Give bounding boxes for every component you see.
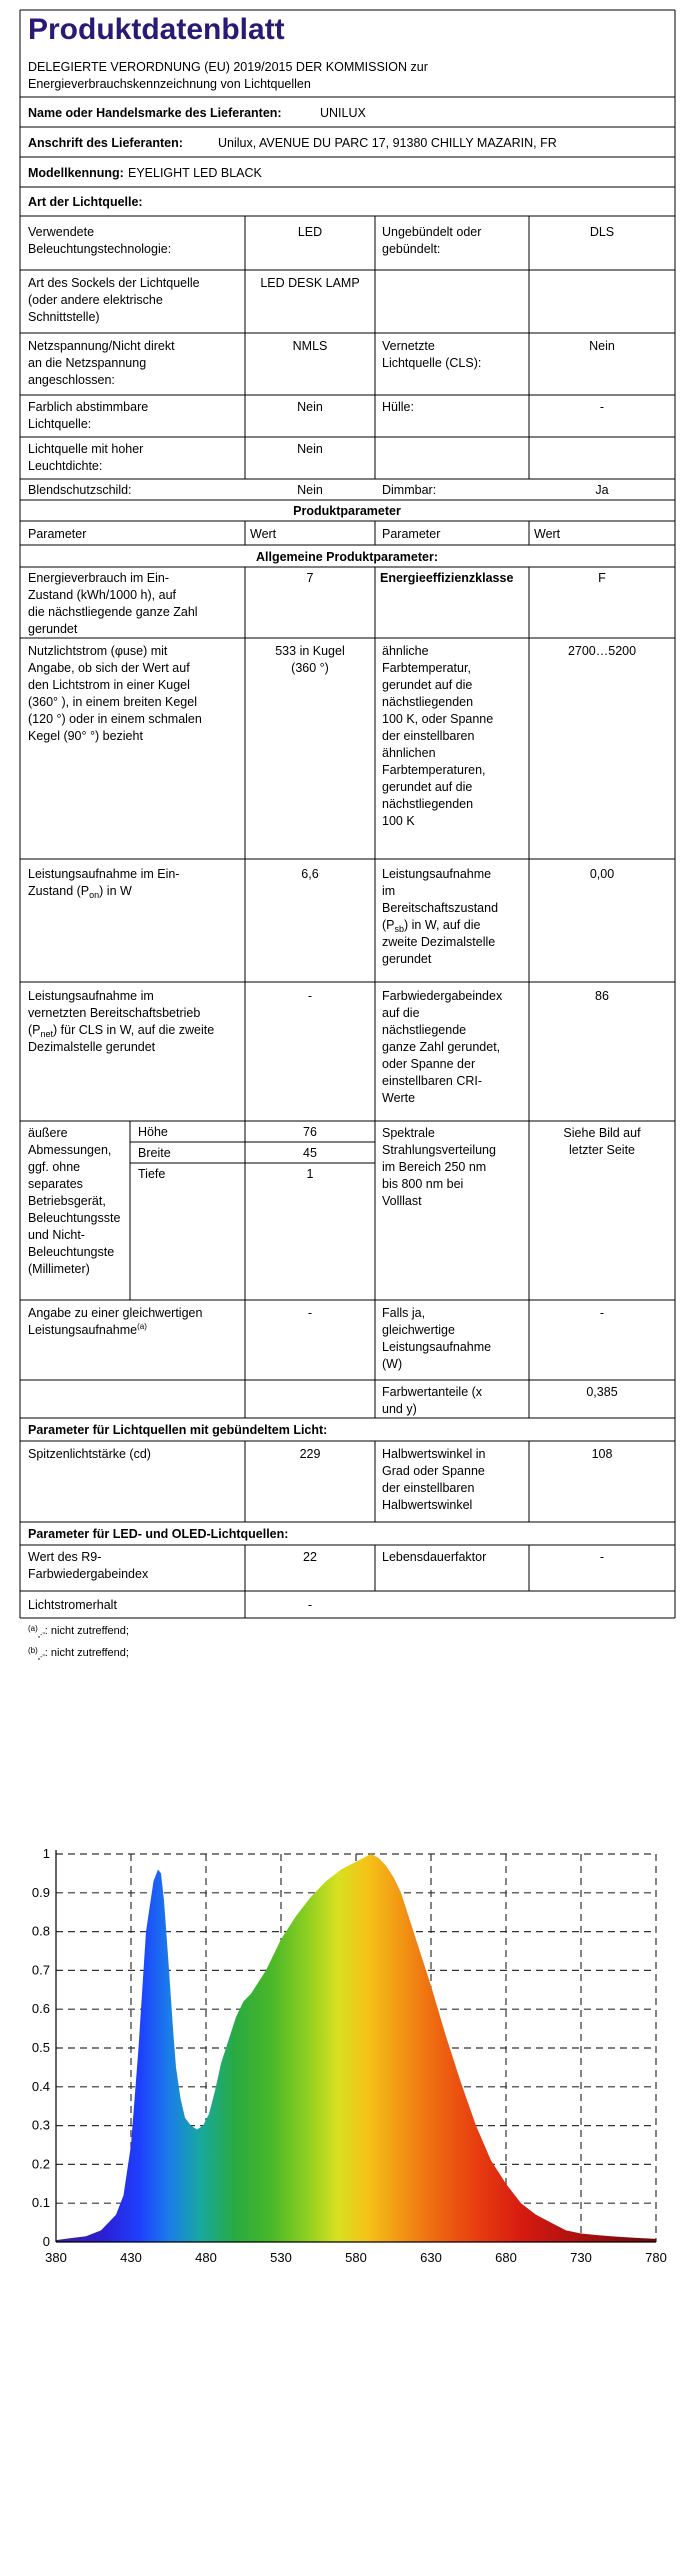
cls-label-line2: Lichtquelle (CLS): <box>382 356 482 370</box>
cct-value: 2700…5200 <box>567 644 637 658</box>
dimensions-label-line5: Betriebsgerät, <box>28 1194 106 1208</box>
mains-value: NMLS <box>292 339 328 353</box>
dimensions-label-line3: ggf. ohne <box>28 1160 81 1174</box>
dimmable-value: Ja <box>595 483 609 497</box>
technology-value: LED <box>297 225 323 239</box>
glare-shield-label: Blendschutzschild: <box>28 483 132 497</box>
x-tick-label: 480 <box>195 2250 217 2265</box>
dimensions-label-line8: Beleuchtungste <box>28 1245 115 1259</box>
y-tick-label: 0.6 <box>31 2001 50 2017</box>
high-luminance-label-line2: Leuchtdichte: <box>28 459 103 473</box>
energy-label-line1: Energieverbrauch im Ein- <box>28 571 170 585</box>
psb-label-line4: $(P_{sb})$ in W, auf die <box>382 918 481 934</box>
pnet-label-line2: vernetzten Bereitschaftsbetrieb <box>28 1006 201 1020</box>
equivalent-power-label-line2: Leistungsaufnahme$^{(a)}$ <box>28 1322 147 1337</box>
socket-label-line1: Art des Sockels der Lichtquelle <box>28 276 200 290</box>
r9-value: 22 <box>303 1550 317 1564</box>
y-tick-label: 0 <box>42 2234 50 2249</box>
spectral-label-line4: bis 800 nm bei <box>382 1177 464 1191</box>
pon-value: 6,6 <box>301 867 319 881</box>
cct-label-line3: gerundet auf die <box>382 678 473 692</box>
psb-label-line3: Bereitschaftszustand <box>382 901 499 915</box>
lumen-maintenance-value: - <box>307 1598 313 1612</box>
cri-label-line2: auf die <box>382 1006 420 1020</box>
cri-label-line6: einstellbaren CRI- <box>382 1074 483 1088</box>
if-yes-label-line2: gleichwertige <box>382 1323 455 1337</box>
energy-value: 7 <box>306 571 314 585</box>
light-source-type-heading: Art der Lichtquelle: <box>28 195 143 209</box>
led-heading: Parameter für LED- und OLED-Lichtquellen: <box>28 1527 289 1541</box>
spectral-label-line2: Strahlungsverteilung <box>382 1143 496 1157</box>
psb-label-line6: gerundet <box>382 952 432 966</box>
cct-label-line1: ähnliche <box>382 644 429 658</box>
x-tick-label: 730 <box>570 2250 592 2265</box>
equivalent-power-label-line1: Angabe zu einer gleichwertigen <box>28 1306 203 1320</box>
column-header-parameter: Parameter <box>28 527 87 541</box>
peak-intensity-label: Spitzenlichtstärke (cd) <box>28 1447 151 1461</box>
cct-label-line7: ähnlichen <box>382 746 436 760</box>
width-label: Breite <box>138 1146 171 1160</box>
depth-label: Tiefe <box>138 1167 166 1181</box>
chromaticity-value: 0,385 <box>586 1385 618 1399</box>
type-section <box>28 225 615 497</box>
x-tick-label: 780 <box>645 2250 667 2265</box>
socket-label-line3: Schnittstelle) <box>28 310 100 324</box>
psb-value: 0,00 <box>589 867 615 881</box>
cri-label-line5: oder Spanne der <box>382 1057 476 1071</box>
cri-label-line4: ganze Zahl gerundet, <box>382 1040 501 1054</box>
psb-label-line2: im <box>382 884 396 898</box>
x-tick-label: 680 <box>495 2250 517 2265</box>
tunable-label-line1: Farblich abstimmbare <box>28 400 149 414</box>
spectral-label-line5: Volllast <box>382 1194 422 1208</box>
flux-value-line2: (360 °) <box>291 661 329 675</box>
supplier-address-value: Unilux, AVENUE DU PARC 17, 91380 CHILLY MAZARIN, FR <box>218 136 557 150</box>
cct-label-line11: 100 K <box>382 814 415 828</box>
y-tick-label: 0.3 <box>31 2117 50 2133</box>
beam-angle-label-line1: Halbwertswinkel in <box>382 1447 486 1461</box>
cls-label-line1: Vernetzte <box>382 339 435 353</box>
cct-label-line10: nächstliegenden <box>382 797 474 811</box>
energy-label-line3: die nächstliegende ganze Zahl <box>28 605 198 619</box>
height-label: Höhe <box>138 1125 168 1139</box>
dimensions-label-line4: separates <box>28 1177 83 1191</box>
spectral-label-line1: Spektrale <box>382 1126 435 1140</box>
dimmable-label: Dimmbar: <box>382 483 437 497</box>
spectral-value-line1: Siehe Bild auf <box>563 1126 641 1140</box>
product-parameters-heading: Produktparameter <box>293 504 401 518</box>
model-label: Modellkennung: <box>28 166 124 180</box>
psb-label-line1: Leistungsaufnahme <box>382 867 492 881</box>
envelope-label: Hülle: <box>382 400 414 414</box>
directional-section <box>28 1423 612 1512</box>
x-tick-label: 530 <box>270 2250 292 2265</box>
pon-label-line2: Zustand $(P_{on})$ in W <box>28 884 132 900</box>
cct-label-line9: gerundet auf die <box>382 780 473 794</box>
beam-angle-label-line3: der einstellbaren <box>382 1481 475 1495</box>
supplier-address-label: Anschrift des Lieferanten: <box>28 136 183 150</box>
pnet-label-line3: $(P_{net})$ für CLS in W, auf die zweite <box>28 1023 215 1039</box>
x-tick-label: 380 <box>45 2250 67 2265</box>
energy-label-line2: Zustand (kWh/1000 h), auf <box>28 588 176 602</box>
r9-label-line1: Wert des R9- <box>28 1550 102 1564</box>
footnote-b: $^{(b)}_{„-“}$: nicht zutreffend; <box>28 1646 129 1661</box>
peak-intensity-value: 229 <box>299 1447 321 1461</box>
directional-heading: Parameter für Lichtquellen mit gebündeltem Licht: <box>28 1423 328 1437</box>
tunable-label-line2: Lichtquelle: <box>28 417 92 431</box>
y-tick-label: 0.1 <box>31 2195 50 2211</box>
spectral-label-line3: im Bereich 250 nm <box>382 1160 487 1174</box>
psb-label-line5: zweite Dezimalstelle <box>382 935 496 949</box>
envelope-value: - <box>599 400 605 414</box>
socket-value: LED DESK LAMP <box>260 276 360 290</box>
y-tick-label: 0.5 <box>31 2040 50 2055</box>
energy-class-value: F <box>598 571 606 585</box>
cri-value: 86 <box>595 989 609 1003</box>
regulation-line-2: Energieverbrauchskennzeichnung von Lichtquellen <box>28 77 311 91</box>
x-tick-labels <box>45 2250 667 2265</box>
x-tick-label: 430 <box>120 2250 142 2265</box>
y-tick-label: 0.9 <box>31 1884 50 1900</box>
product-parameters <box>28 504 641 1416</box>
flux-label-line4: (360° ), in einem breiten Kegel <box>28 695 197 709</box>
if-yes-label-line3: Leistungsaufnahme <box>382 1340 492 1354</box>
flux-value-line1: 533 in Kugel <box>275 644 345 658</box>
y-tick-label: 0.7 <box>31 1962 50 1978</box>
high-luminance-value: Nein <box>297 442 323 456</box>
cct-label-line8: Farbtemperaturen, <box>382 763 486 777</box>
general-parameters-heading: Allgemeine Produktparameter: <box>256 550 438 564</box>
dimensions-label-line2: Abmessungen, <box>28 1143 112 1157</box>
spectrum-chart <box>32 1846 667 2265</box>
socket-label-line2: (oder andere elektrische <box>28 293 163 307</box>
y-tick-label: 0.2 <box>31 2156 50 2172</box>
beam-angle-label-line2: Grad oder Spanne <box>382 1464 485 1478</box>
cct-label-line4: nächstliegenden <box>382 695 474 709</box>
depth-value: 1 <box>306 1167 314 1181</box>
beam-angle-value: 108 <box>591 1447 613 1461</box>
chromaticity-label-line2: und y) <box>382 1402 417 1416</box>
dimensions-label-line6: Beleuchtungsste <box>28 1211 121 1225</box>
mains-label-line1: Netzspannung/Nicht direkt <box>28 339 175 353</box>
column-header-parameter-2: Parameter <box>382 527 441 541</box>
spectral-value-line2: letzter Seite <box>568 1143 636 1157</box>
tunable-value: Nein <box>297 400 323 414</box>
height-value: 76 <box>303 1125 317 1139</box>
x-tick-label: 580 <box>345 2250 367 2265</box>
survival-factor-label: Lebensdauerfaktor <box>382 1550 487 1564</box>
beam-angle-label-line4: Halbwertswinkel <box>382 1498 473 1512</box>
glare-shield-value: Nein <box>297 483 323 497</box>
y-tick-label: 0.8 <box>31 1923 50 1939</box>
bundled-label-line1: Ungebündelt oder <box>382 225 482 239</box>
pon-label-line1: Leistungsaufnahme im Ein- <box>28 867 180 881</box>
energy-class-label: Energieeffizienzklasse <box>380 571 514 585</box>
y-tick-label: 0.4 <box>31 2078 50 2094</box>
technology-label-line1: Verwendete <box>28 225 95 239</box>
dimensions-label-line9: (Millimeter) <box>28 1262 90 1276</box>
equivalent-power-value: - <box>307 1306 313 1320</box>
dimensions-label-line7: und Nicht- <box>28 1228 85 1242</box>
cri-label-line3: nächstliegende <box>382 1023 467 1037</box>
flux-label-line1: Nutzlichtstrom (φuse) mit <box>28 644 168 658</box>
cri-label-line1: Farbwiedergabeindex <box>382 989 503 1003</box>
cct-label-line6: der einstellbaren <box>382 729 475 743</box>
flux-label-line6: Kegel (90° °) bezieht <box>28 729 143 743</box>
cct-label-line2: Farbtemperatur, <box>382 661 471 675</box>
cls-value: Nein <box>589 339 615 353</box>
column-header-value-2: Wert <box>534 527 561 541</box>
pnet-value: - <box>307 989 313 1003</box>
led-section <box>28 1527 604 1612</box>
if-yes-value: - <box>599 1306 605 1320</box>
bundled-value: DLS <box>589 225 615 239</box>
supplier-name-value: UNILUX <box>320 106 366 120</box>
bundled-label-line2: gebündelt: <box>382 242 441 256</box>
page-title: Produktdatenblatt <box>28 13 285 46</box>
if-yes-label-line1: Falls ja, <box>382 1306 426 1320</box>
width-value: 45 <box>303 1146 317 1160</box>
y-tick-label: 1 <box>42 1846 50 1861</box>
dimensions-label-line1: äußere <box>28 1126 68 1140</box>
pnet-label-line4: Dezimalstelle gerundet <box>28 1040 156 1054</box>
model-value: EYELIGHT LED BLACK <box>128 166 262 180</box>
footnote-a: $^{(a)}_{„-“}$: nicht zutreffend; <box>28 1624 129 1639</box>
r9-label-line2: Farbwiedergabeindex <box>28 1567 149 1581</box>
pnet-label-line1: Leistungsaufnahme im <box>28 989 154 1003</box>
mains-label-line3: angeschlossen: <box>28 373 115 387</box>
column-header-value: Wert <box>250 527 277 541</box>
cct-label-line5: 100 K, oder Spanne <box>382 712 494 726</box>
x-tick-label: 630 <box>420 2250 442 2265</box>
y-tick-labels <box>32 1846 50 2249</box>
high-luminance-label-line1: Lichtquelle mit hoher <box>28 442 144 456</box>
chromaticity-label-line1: Farbwertanteile (x <box>382 1385 483 1399</box>
flux-label-line2: Angabe, ob sich der Wert auf <box>28 661 190 675</box>
technology-label-line2: Beleuchtungstechnologie: <box>28 242 172 256</box>
energy-label-line4: gerundet <box>28 622 78 636</box>
flux-label-line3: den Lichtstrom in einer Kugel <box>28 678 190 692</box>
lumen-maintenance-label: Lichtstromerhalt <box>28 1598 117 1612</box>
supplier-name-label: Name oder Handelsmarke des Lieferanten: <box>28 106 282 120</box>
cri-label-line7: Werte <box>382 1091 416 1105</box>
if-yes-label-line4: (W) <box>382 1357 403 1371</box>
mains-label-line2: an die Netzspannung <box>28 356 147 370</box>
survival-factor-value: - <box>599 1550 605 1564</box>
flux-label-line5: (120 °) oder in einem schmalen <box>28 712 202 726</box>
regulation-line-1: DELEGIERTE VERORDNUNG (EU) 2019/2015 DER KOMMISSION zur <box>28 60 428 74</box>
